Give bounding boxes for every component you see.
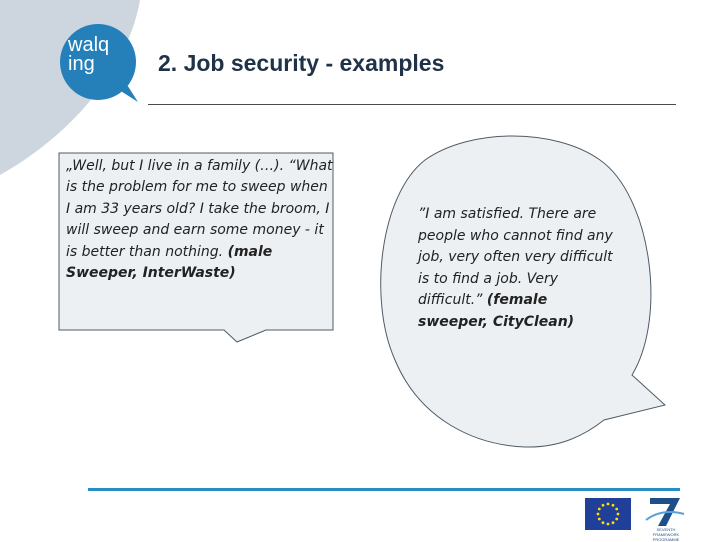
eu-flag-icon <box>585 498 631 530</box>
fp7-label: SEVENTH FRAMEWORK PROGRAMME <box>652 527 680 542</box>
left-quote-attribution: (male Sweeper, InterWaste) <box>66 243 273 282</box>
logo-text-line1: walq <box>68 34 110 56</box>
left-quote <box>66 156 334 284</box>
footer-rule <box>88 488 680 491</box>
right-quote-attribution: (female sweeper, CityClean) <box>418 292 575 330</box>
left-quote-text: „Well, but I live in a family (…). “What is the problem for me to sweep when I am 33 years old? I take the broom, I will sweep and earn some money - it is better than nothing. <box>66 158 333 260</box>
right-quote-text: ”I am satisfied. There are people who cannot find any job, very often very difficult is to find a job. Very difficult.” <box>418 206 613 309</box>
right-quote <box>418 204 614 334</box>
page-title: 2. Job security - examples <box>158 50 445 76</box>
logo-text-line2: ing <box>68 53 95 75</box>
